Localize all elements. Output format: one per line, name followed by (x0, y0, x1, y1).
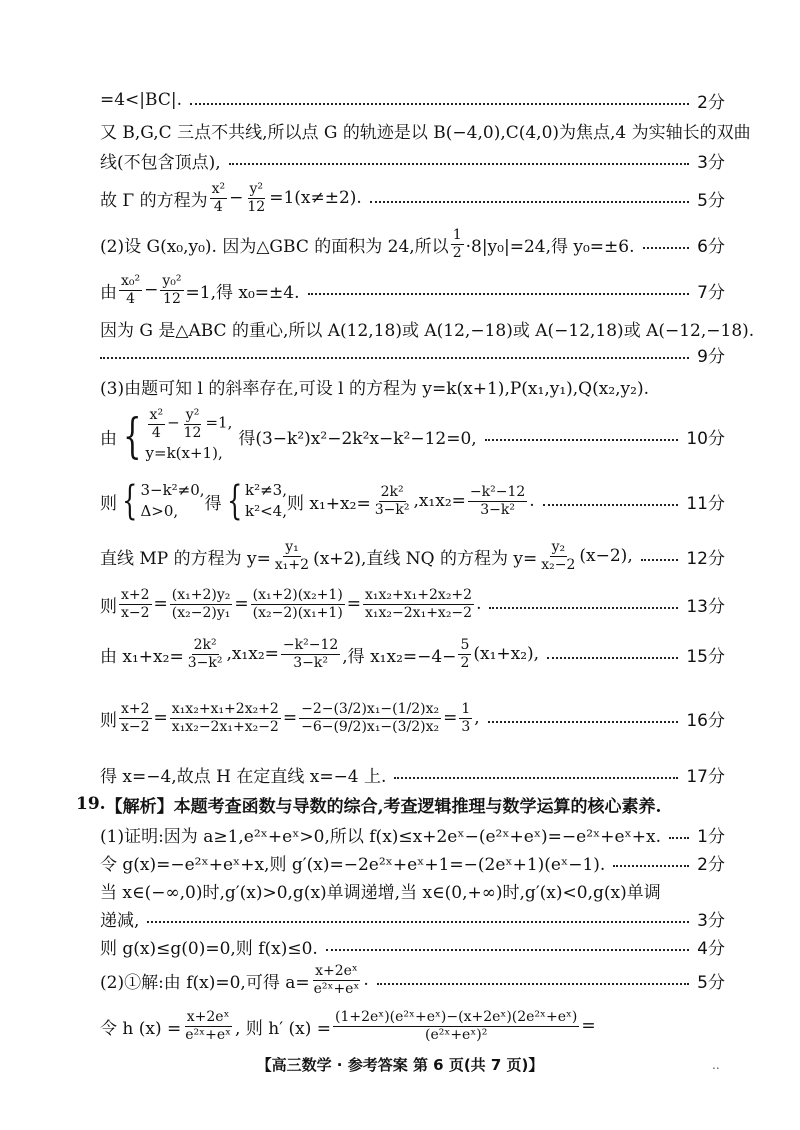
fraction-ratio-polynomial: $\frac{\text{x₁x₂+x₁+2x₂+2}}{\text{x₁x₂−2x₁+x₂−2}}$ (365, 587, 473, 621)
line-23: (2)①解:由 f(x)=0,可得 a= $\frac{\text{x+2eˣ}}{\text{e²ˣ+eˣ}}$ . 5分 (100, 963, 725, 997)
leader-dots (147, 921, 689, 923)
fraction-nq-slope: $\frac{\text{y₂}}{\text{x₂−2}}$ (541, 539, 576, 573)
line-6-post: =1,得 x₀=±4. (185, 282, 300, 303)
score-11: 11分 (686, 493, 725, 514)
score-15: 15分 (686, 646, 725, 667)
score-2: 2分 (697, 854, 725, 875)
line-2-text: 又 B,G,C 三点不共线,所以点 G 的轨迹是以 B(−4,0),C(4,0)为焦点,4 为实轴长的双曲 (100, 122, 751, 143)
line-10-pre: 由 (100, 428, 117, 449)
line-4-pre: 故 Γ 的方程为 (100, 190, 208, 211)
leader-dots (543, 504, 679, 506)
fraction-sum: $\frac{\text{2k²}}{\text{3−k²}}$ (187, 637, 223, 671)
line-11: 则 { 3−k²≠0, Δ>0, 得 { k²≠3, k²<4, 则 x₁+x₂= $\frac{\text{2k²}}{\text{3−k²}}$ ,x₁x₂= $\frac{\text{−k²−12}}{\text{3−k²}}$ . 11分 (100, 478, 725, 524)
line-5-pre: (2)设 G(x₀,y₀). 因为△GBC 的面积为 24,所以 (100, 236, 449, 257)
line-11-post: 则 x₁+x₂= (287, 493, 371, 514)
fraction-y2-over-12: $\frac{\text{y²}}{12}$ (183, 407, 202, 441)
line-13: 则 $\frac{x+2}{x-2}$ = $\frac{\text{(x₁+2)y₂}}{\text{(x₂−2)y₁}}$ = $\frac{\text{(x₁+2)(x₂+1)}}{\text{(x₂−2)(x₁+1)}}$ = $\frac{\text{x₁x₂+x₁+2x₂+2}}{\text{x₁x₂−2x₁+x₂−2}}$ . 13分 (100, 587, 725, 621)
line-24: 令 h (x) = $\frac{\text{x+2eˣ}}{\text{e²ˣ+eˣ}}$ , 则 h′ (x) = $\frac{\text{(1+2eˣ)(e²ˣ+eˣ)−(x+2eˣ)(2e²ˣ+eˣ)}}{\text{(e²ˣ+eˣ)²}}$ = (100, 1009, 596, 1043)
leader-dots (643, 247, 690, 249)
fraction-product: $\frac{\text{−k²−12}}{\text{3−k²}}$ (282, 637, 339, 671)
leader-dots (190, 103, 689, 105)
leader-dots (485, 439, 679, 441)
fraction-x2-over-4: $\frac{\text{x²}}{4}$ (149, 407, 164, 441)
score-16: 16分 (686, 710, 725, 731)
score-2: 2分 (697, 92, 725, 113)
score-17: 17分 (686, 766, 725, 787)
line-18: (1)证明:因为 a≥1,e²ˣ+eˣ>0,所以 f(x)≤x+2eˣ−(e²ˣ+eˣ)=−e²ˣ+eˣ+x. 1分 (100, 820, 725, 848)
fraction-a-expression: $\frac{\text{x+2eˣ}}{\text{e²ˣ+eˣ}}$ (313, 963, 360, 997)
fraction-x2-over-4: $\frac{\text{x²}}{4}$ (211, 181, 226, 215)
score-12: 12分 (686, 548, 725, 569)
leader-dots (326, 949, 689, 951)
score-9: 9分 (697, 346, 725, 367)
line-5-post: ·8|y₀|=24,得 y₀=±6. (465, 236, 635, 257)
fraction-substituted: $\frac{\text{−2−(3/2)x₁−(1/2)x₂}}{\text{−6−(9/2)x₁−(3/2)x₂}}$ (301, 701, 440, 735)
line-22: 则 g(x)≤g(0)=0,则 f(x)≤0. 4分 (100, 932, 725, 960)
line-2 (100, 116, 751, 144)
score-4: 4分 (697, 938, 725, 959)
line-7 (100, 314, 755, 342)
fraction-h-derivative: $\frac{\text{(1+2eˣ)(e²ˣ+eˣ)−(x+2eˣ)(2e²ˣ+eˣ)}}{\text{(e²ˣ+eˣ)²}}$ (334, 1009, 578, 1043)
condition-system: { 3−k²≠0, Δ>0, (122, 478, 205, 524)
leader-dots (394, 777, 678, 779)
fraction-y2-over-12: $\frac{\text{y²}}{12}$ (247, 181, 266, 215)
line-21: 递减, 3分 (100, 904, 725, 932)
line-15: 则 $\frac{x+2}{x-2}$ = $\frac{\text{x₁x₂+x₁+2x₂+2}}{\text{x₁x₂−2x₁+x₂−2}}$ = $\frac{\text{−2−(3/2)x₁−(1/2)x₂}}{\text{−6−(9/2)x₁−(3/2)x₂}}$ = $\frac{1}{3}$ , 16分 (100, 701, 725, 735)
line-3-text: 线(不包含顶点), (100, 152, 221, 173)
line-16: 得 x=−4,故点 H 在定直线 x=−4 上. 17分 (100, 760, 725, 788)
score-5: 5分 (697, 972, 725, 993)
line-1 (100, 86, 725, 114)
fraction-h-expression: $\frac{\text{x+2eˣ}}{\text{e²ˣ+eˣ}}$ (185, 1009, 232, 1043)
line-19: 令 g(x)=−e²ˣ+eˣ+x,则 g′(x)=−2e²ˣ+eˣ+1=−(2eˣ+1)(eˣ−1). 2分 (100, 848, 725, 876)
line-1-text: =4<|BC|. (100, 90, 182, 110)
corner-mark: .. (712, 1058, 720, 1072)
score-7: 7分 (697, 282, 725, 303)
leader-dots (547, 657, 678, 659)
fraction-ratio-polynomial: $\frac{\text{x₁x₂+x₁+2x₂+2}}{\text{x₁x₂−2x₁+x₂−2}}$ (171, 701, 279, 735)
analysis-tag: 【解析】 (105, 796, 174, 817)
fraction-ratio-x: $\frac{x+2}{x-2}$ (121, 587, 150, 621)
fraction-ratio-y: $\frac{\text{(x₁+2)y₂}}{\text{(x₂−2)y₁}}$ (171, 587, 231, 621)
line-10-post: 得(3−k²)x²−2k²x−k²−12=0, (238, 428, 477, 449)
fraction-ratio-expanded: $\frac{\text{(x₁+2)(x₂+1)}}{\text{(x₂−2)(x₁+1)}}$ (252, 587, 343, 621)
analysis-summary: 本题考查函数与导数的综合,考查逻辑推理与数学运算的核心素养. (173, 796, 662, 817)
line-8 (100, 340, 725, 368)
line-6-pre: 由 (100, 282, 117, 303)
leader-dots (669, 837, 689, 839)
fraction-mp-slope: $\frac{\text{y₁}}{\text{x₁+2}}$ (274, 539, 310, 573)
line-4-post: =1(x≠±2). (269, 188, 362, 208)
fraction-one-third: $\frac{1}{3}$ (461, 701, 471, 735)
fraction-y0sq-over-12: $\frac{\text{y₀²}}{12}$ (162, 273, 182, 307)
score-1: 1分 (697, 826, 725, 847)
score-3: 3分 (697, 910, 725, 931)
score-5: 5分 (697, 190, 725, 211)
line-7-text: 因为 G 是△ABC 的重心,所以 A(12,18)或 A(12,−18)或 A(−12,18)或 A(−12,−18). (100, 320, 755, 341)
problem-number: 19. (76, 794, 106, 814)
score-6: 6分 (697, 236, 725, 257)
line-11-pre: 则 (100, 493, 117, 514)
k-condition-system: { k²≠3, k²<4, (226, 478, 287, 524)
fraction-x0sq-over-4: $\frac{\text{x₀²}}{4}$ (121, 273, 141, 307)
line-20: 当 x∈(−∞,0)时,g′(x)>0,g(x)单调递增,当 x∈(0,+∞)时,g′(x)<0,g(x)单调 (100, 882, 661, 903)
line-5 (100, 224, 725, 264)
line-9 (100, 372, 725, 400)
line-10 (100, 406, 725, 466)
leader-dots (488, 721, 679, 723)
leader-dots (100, 357, 689, 359)
line-12: 直线 MP 的方程为 y= $\frac{\text{y₁}}{\text{x₁+2}}$ (x+2),直线 NQ 的方程为 y= $\frac{\text{y₂}}{\text{x₂−2}}$ (x−2), 12分 (100, 539, 725, 573)
leader-dots (613, 865, 689, 867)
leader-dots (308, 293, 690, 295)
line-9-text: (3)由题可知 l 的斜率存在,可设 l 的方程为 y=k(x+1),P(x₁,y₁),Q(x₂,y₂). (100, 378, 650, 399)
line-3 (100, 146, 725, 174)
leader-dots (641, 559, 679, 561)
leader-dots (370, 201, 689, 203)
leader-dots (489, 607, 678, 609)
problem-19-header (76, 790, 725, 818)
fraction-half: $\frac{1}{2}$ (452, 227, 462, 261)
leader-dots (229, 163, 690, 165)
score-13: 13分 (686, 596, 725, 617)
line-4: 故 Γ 的方程为 $\frac{\text{x²}}{4}$ − $\frac{\text{y²}}{12}$ =1(x≠±2). 5分 (100, 181, 725, 215)
fraction-ratio-x: $\frac{x+2}{x-2}$ (121, 701, 150, 735)
fraction-sum: $\frac{\text{2k²}}{\text{3−k²}}$ (374, 484, 410, 518)
fraction-five-halves: $\frac{5}{2}$ (460, 637, 470, 671)
fraction-product: $\frac{\text{−k²−12}}{\text{3−k²}}$ (469, 484, 526, 518)
line-6: 由 $\frac{\text{x₀²}}{4}$ − $\frac{\text{y₀²}}{12}$ =1,得 x₀=±4. 7分 (100, 273, 725, 307)
score-3: 3分 (697, 152, 725, 173)
page-footer: 【高三数学 · 参考答案 第 6 页(共 7 页)】 (256, 1056, 544, 1074)
leader-dots (377, 983, 689, 985)
system-of-equations: { $\frac{\text{x²}}{4}$ − $\frac{\text{y²}}{12}$ =1, y=k(x+1), (123, 407, 233, 464)
score-10: 10分 (686, 428, 725, 449)
line-14: 由 x₁+x₂= $\frac{\text{2k²}}{\text{3−k²}}$ ,x₁x₂= $\frac{\text{−k²−12}}{\text{3−k²}}$ ,得 x₁x₂=−4− $\frac{5}{2}$ (x₁+x₂), 15分 (100, 637, 725, 671)
line-11-mid: 得 (204, 493, 222, 514)
